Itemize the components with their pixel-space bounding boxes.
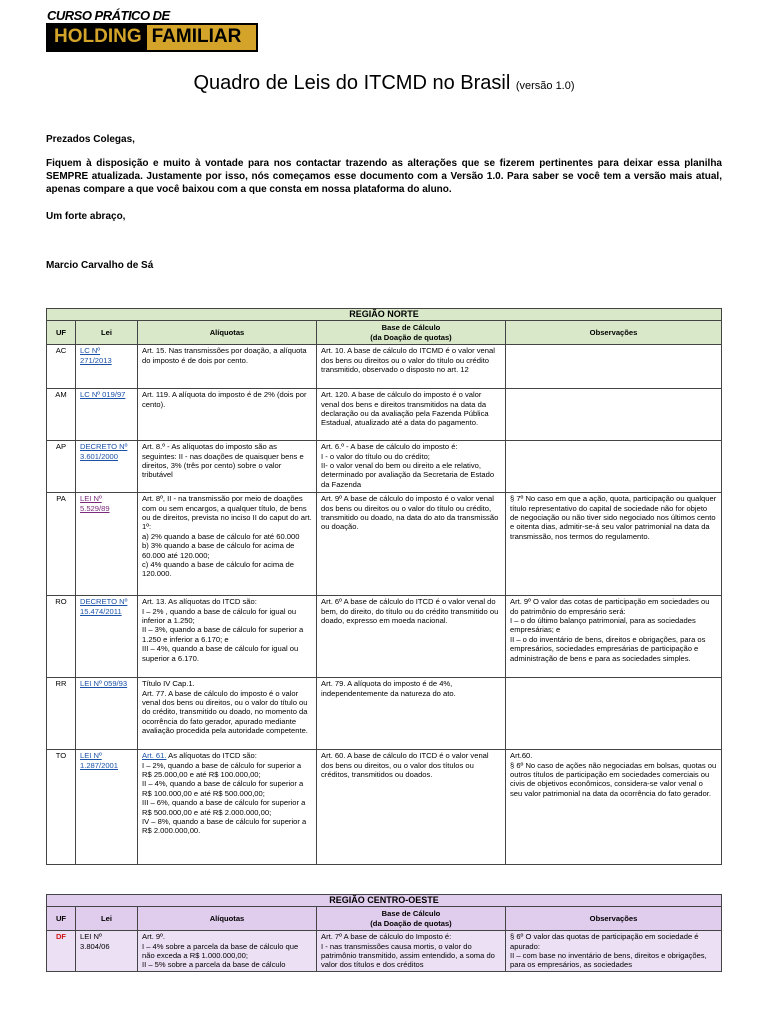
header-uf: UF <box>47 907 76 931</box>
lei-cell <box>76 389 138 441</box>
table-row <box>47 441 722 493</box>
uf-cell: DF <box>47 931 76 972</box>
region-title: REGIÃO CENTRO-OESTE <box>47 895 722 907</box>
uf-cell: TO <box>47 750 76 865</box>
header-base <box>317 321 506 345</box>
uf-cell: AC <box>47 345 76 389</box>
logo-right-text: FAMILIAR <box>147 25 256 50</box>
aliquotas-cell: Art. 9º. I – 4% sobre a parcela da base de cálculo que não exceda a R$ 1.000.000,00; II – 5% sobre a parcela da base de cálculo <box>138 931 317 972</box>
header-base-line2: (da Doação de quotas) <box>370 332 452 342</box>
aliquotas-cell: Art. 8.º - As alíquotas do imposto são as seguintes: II - nas doações de quaisquer bens e direitos, 3% (três por cento) sobre o valor tributável <box>138 441 317 493</box>
header-base-line2: (da Doação de quotas) <box>370 918 452 928</box>
aliquotas-text: As alíquotas do ITCD são: I – 2%, quando a base de cálculo for superior a R$ 25.000,00 e até R$ 100.000,00; II – 4%, quando a base de cálculo for superior a R$ 100.000,00 e até R$ 500.000,00; III – 6%, quando a base de cálculo for superior a R$ 500.000,00 e até R$ 2.000.000,00; IV – 8%, quando a base de cálculo for superior a R$ 2.000.000,00. <box>142 751 307 836</box>
header-aliquotas: Alíquotas <box>138 907 317 931</box>
lei-link[interactable]: LEI Nº 5.529/89 <box>80 494 110 513</box>
letter-signature: Marcio Carvalho de Sá <box>46 260 154 271</box>
logo-box <box>46 23 258 52</box>
uf-cell: AM <box>47 389 76 441</box>
base-cell: Art. 7º A base de cálculo do Imposto é: I - nas transmissões causa mortis, o valor do patrimônio transmitido, assim entendido, a soma do valor dos títulos e dos créditos <box>317 931 506 972</box>
letter-greeting: Prezados Colegas, <box>46 134 135 145</box>
lei-link[interactable]: LC Nº 019/97 <box>80 390 126 400</box>
obs-cell <box>506 678 722 750</box>
obs-cell <box>506 389 722 441</box>
logo-left-text: HOLDING <box>48 25 147 50</box>
table-header-row <box>47 907 722 931</box>
base-cell: Art. 60. A base de cálculo do ITCD é o valor venal dos bens ou direitos, ou o valor dos títulos ou créditos, transmitidos ou doados. <box>317 750 506 865</box>
aliquotas-cell: Art. 15. Nas transmissões por doação, a alíquota do imposto é de dois por cento. <box>138 345 317 389</box>
table-row <box>47 389 722 441</box>
letter-body: Fiquem à disposição e muito à vontade para nos contactar trazendo as alterações que se fizerem pertinentes para deixar essa planilha SEMPRE atualizada. Justamente por isso, nós começamos esse documento com a Versão 1.0. Para saber se você tem a versão mais atual, apenas compare a que você baixou com a que consta em nossa plataforma do aluno. <box>46 158 722 195</box>
page-title-main: Quadro de Leis do ITCMD no Brasil <box>193 72 511 94</box>
header-base-line1: Base de Cálculo <box>381 909 441 919</box>
aliquotas-cell: Título IV Cap.1. Art. 77. A base de cálculo do imposto é o valor venal dos bens ou direitos, ou o valor do título ou do crédito, transmitido ou doado, no momento da ocorrência do fato gerador, apurado mediante avaliação procedida pela autoridade competente. <box>138 678 317 750</box>
table-row <box>47 931 722 972</box>
lei-cell <box>76 441 138 493</box>
lei-cell <box>76 750 138 865</box>
obs-cell: Art.60. § 6º No caso de ações não negociadas em bolsas, quotas ou outros títulos de participação em sociedades comerciais ou civis de objetivos econômicos, considera-se valor venal o seu valor patrimonial na data da ocorrência do fato gerador. <box>506 750 722 865</box>
header-base <box>317 907 506 931</box>
obs-cell: Art. 9º O valor das cotas de participação em sociedades ou do patrimônio do empresário será: I – o do último balanço patrimonial, para as sociedades empresárias; e II – o do inventário de bens, direitos e obrigações, para os empresários, sociedades empresárias de participação e administração de bens e para as sociedades simples. <box>506 596 722 678</box>
uf-cell: RR <box>47 678 76 750</box>
lei-link[interactable]: LC Nº 271/2013 <box>80 346 112 365</box>
aliquotas-cell: Art. 119. A alíquota do imposto é de 2% (dois por cento). <box>138 389 317 441</box>
header-uf: UF <box>47 321 76 345</box>
uf-cell: RO <box>47 596 76 678</box>
table-row <box>47 345 722 389</box>
lei-cell <box>76 345 138 389</box>
page-title <box>0 72 768 95</box>
lei-cell <box>76 493 138 596</box>
region-centro-oeste-table <box>46 894 722 972</box>
obs-cell <box>506 345 722 389</box>
header-base-line1: Base de Cálculo <box>381 323 441 333</box>
logo-top-text: CURSO PRÁTICO DE <box>47 8 170 23</box>
region-title: REGIÃO NORTE <box>47 309 722 321</box>
lei-link[interactable]: LEI Nº 1.287/2001 <box>80 751 119 770</box>
uf-cell: PA <box>47 493 76 596</box>
lei-link[interactable]: DECRETO Nº 15.474/2011 <box>80 597 128 616</box>
uf-cell: AP <box>47 441 76 493</box>
obs-cell: § 6º O valor das quotas de participação em sociedade é apurado: II – com base no inventário de bens, direitos e obrigações, para os empresários, as sociedades <box>506 931 722 972</box>
table-header-row <box>47 321 722 345</box>
header-aliquotas: Alíquotas <box>138 321 317 345</box>
lei-cell <box>76 678 138 750</box>
header-lei: Lei <box>76 907 138 931</box>
table-row <box>47 596 722 678</box>
lei-cell <box>76 931 138 972</box>
table-row <box>47 678 722 750</box>
base-cell: Art. 10. A base de cálculo do ITCMD é o valor venal dos bens ou direitos ou o valor do título ou crédito transmitido, observado o disposto no art. 12 <box>317 345 506 389</box>
header-observacoes: Observações <box>506 321 722 345</box>
base-cell: Art. 79. A alíquota do imposto é de 4%, independentemente da natureza do ato. <box>317 678 506 750</box>
header-observacoes: Observações <box>506 907 722 931</box>
page-title-version: (versão 1.0) <box>515 80 575 92</box>
base-cell: Art. 6.º - A base de cálculo do imposto é: I - o valor do título ou do crédito; II- o valor venal do bem ou direito a ele relativo, determinado por avaliação da Secretaria de Estado da Fazenda <box>317 441 506 493</box>
table-row <box>47 493 722 596</box>
lei-cell <box>76 596 138 678</box>
aliquotas-cell: Art. 13. As alíquotas do ITCD são: I – 2% , quando a base de cálculo for igual ou inferior a 1.250; II – 3%, quando a base de cálculo for superior a 1.250 e inferior a 6.170; e III – 4%, quando a base de cálculo for igual ou superior a 6.170. <box>138 596 317 678</box>
lei-link[interactable]: DECRETO Nº 3.601/2000 <box>80 442 128 461</box>
obs-cell <box>506 441 722 493</box>
aliquotas-cell: Art. 8º, II - na transmissão por meio de doações com ou sem encargos, a qualquer título, de bens ou de direitos, prevista no inciso II do caput do art. 1º: a) 2% quando a base de cálculo for até 60.000 b) 3% quando a base de cálculo for acima de 60.000 até 120.000; c) 4% quando a base de cálculo for acima de 120.000. <box>138 493 317 596</box>
table-row <box>47 750 722 865</box>
article-link[interactable]: Art. 61. <box>142 751 167 761</box>
letter-closing: Um forte abraço, <box>46 211 126 222</box>
logo <box>46 10 258 52</box>
obs-cell: § 7º No caso em que a ação, quota, participação ou qualquer título representativo do capital de sociedade não for objeto de negociação ou não tiver sido negociado nos últimos cento e oitenta dias, admitir-se-á seu valor patrimonial na data da transmissão, nos termos do regulamento. <box>506 493 722 596</box>
aliquotas-cell <box>138 750 317 865</box>
base-cell: Art. 120. A base de cálculo do imposto é o valor venal dos bens e direitos transmitidos na data da declaração ou da avaliação pela Fazenda Pública Estadual, atualizado até a data do pagamento. <box>317 389 506 441</box>
base-cell: Art. 9º A base de cálculo do imposto é o valor venal dos bens ou direitos ou o valor do título ou crédito, transmitido ou doado, na data do ato da transmissão ou doação. <box>317 493 506 596</box>
header-lei: Lei <box>76 321 138 345</box>
region-norte-table <box>46 308 722 865</box>
lei-link[interactable]: LEI Nº 059/93 <box>80 679 128 689</box>
lei-text: LEI Nº 3.804/06 <box>80 932 110 951</box>
base-cell: Art. 6º A base de cálculo do ITCD é o valor venal do bem, do direito, do título ou do crédito transmitido ou doado, expresso em moeda nacional. <box>317 596 506 678</box>
